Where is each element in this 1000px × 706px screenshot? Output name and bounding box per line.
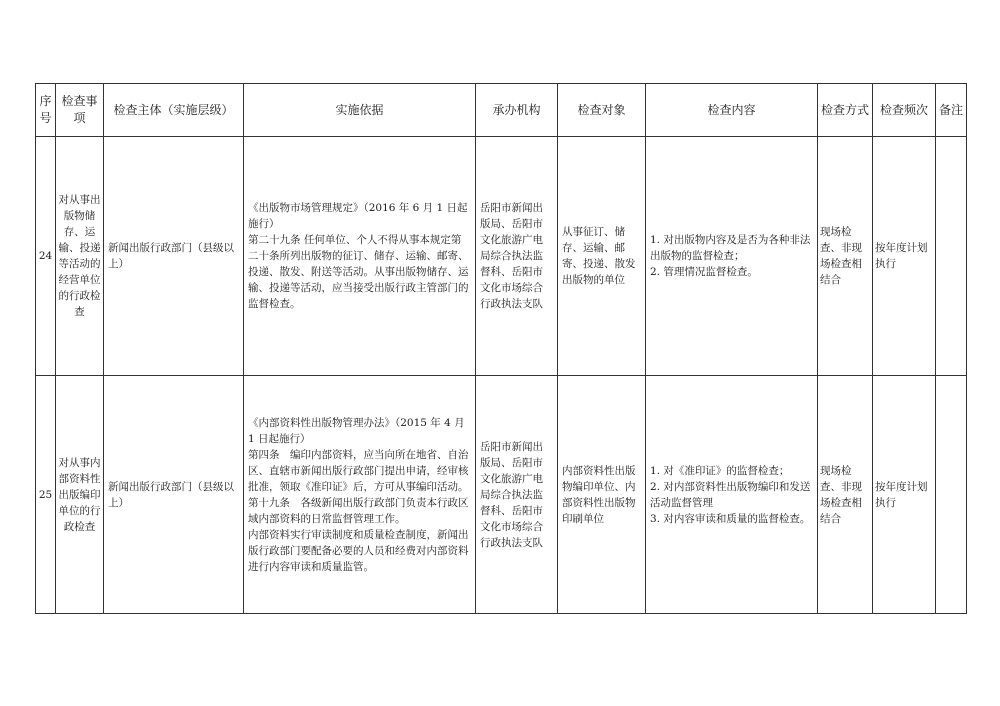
- row-target: 内部资料性出版物编印单位、内部资料性出版物印刷单位: [558, 376, 646, 614]
- header-basis: 实施依据: [244, 84, 476, 137]
- row-basis: [244, 376, 476, 614]
- header-freq: 检查频次: [873, 84, 936, 137]
- header-target: 检查对象: [558, 84, 646, 137]
- header-org: 承办机构: [476, 84, 558, 137]
- row-freq: 按年度计划执行: [873, 376, 936, 614]
- basis-line: 第十九条 各级新闻出版行政部门负责本行政区域内部资料的日常监督管理工作。: [248, 496, 469, 525]
- row-content: [646, 137, 818, 376]
- row-method: 现场检查、非现场检查相结合: [818, 376, 873, 614]
- inspection-table: [35, 83, 967, 614]
- row-item: 对从事内部资料性出版编印单位的行政检查: [56, 376, 104, 614]
- basis-line: 第四条 编印内部资料，应当向所在地省、自治区、直辖市新闻出版行政部门提出申请，经审核批准，领取《准印证》后，方可从事编印活动。: [248, 448, 469, 493]
- basis-line: 第二十九条 任何单位、个人不得从事本规定第二十条所列出版物的征订、储存、运输、邮寄、投递、散发、附送等活动。从事出版物储存、运输、投递等活动，应当接受出版行政主管部门的监督检查。: [248, 234, 469, 310]
- row-note: [936, 137, 967, 376]
- header-seq: 序号: [36, 84, 56, 137]
- basis-line: 内部资料实行审读制度和质量检查制度，新闻出版行政部门要配备必要的人员和经费对内部资料进行内容审读和质量监管。: [248, 528, 469, 573]
- header-item: 检查事项: [56, 84, 104, 137]
- content-line: 1. 对《准印证》的监督检查；: [650, 464, 790, 477]
- row-seq: 25: [36, 376, 56, 614]
- header-subject: 检查主体（实施层级）: [104, 84, 244, 137]
- table-row: [36, 137, 967, 376]
- row-content: [646, 376, 818, 614]
- content-line: 1. 对出版物内容及是否为各种非法出版物的监督检查；: [650, 234, 811, 262]
- row-org: 岳阳市新闻出版局、岳阳市文化旅游广电局综合执法监督科、岳阳市文化市场综合行政执法支队: [476, 137, 558, 376]
- table-row: [36, 376, 967, 614]
- content-line: 2. 管理情况监督检查。: [650, 266, 758, 278]
- row-freq: 按年度计划执行: [873, 137, 936, 376]
- row-basis: [244, 137, 476, 376]
- row-target: 从事征订、储存、运输、邮寄、投递、散发出版物的单位: [558, 137, 646, 376]
- row-subject: 新闻出版行政部门（县级以上）: [104, 137, 244, 376]
- row-note: [936, 376, 967, 614]
- basis-line: 《内部资料性出版物管理办法》（2015 年 4 月 1 日起施行）: [248, 416, 465, 445]
- row-subject: 新闻出版行政部门（县级以上）: [104, 376, 244, 614]
- content-line: 2. 对内部资料性出版物编印和发送活动监督管理: [650, 480, 811, 509]
- row-item: 对从事出版物储存、运输、投递等活动的经营单位的行政检查: [56, 137, 104, 376]
- content-line: 3. 对内容审读和质量的监督检查。: [650, 512, 811, 525]
- row-method: 现场检查、非现场检查相结合: [818, 137, 873, 376]
- header-method: 检查方式: [818, 84, 873, 137]
- row-seq: 24: [36, 137, 56, 376]
- header-content: 检查内容: [646, 84, 818, 137]
- header-note: 备注: [936, 84, 967, 137]
- header-row: [36, 84, 967, 137]
- basis-line: 《出版物市场管理规定》（2016 年 6 月 1 日起施行）: [248, 202, 468, 230]
- row-org: 岳阳市新闻出版局、岳阳市文化旅游广电局综合执法监督科、岳阳市文化市场综合行政执法支队: [476, 376, 558, 614]
